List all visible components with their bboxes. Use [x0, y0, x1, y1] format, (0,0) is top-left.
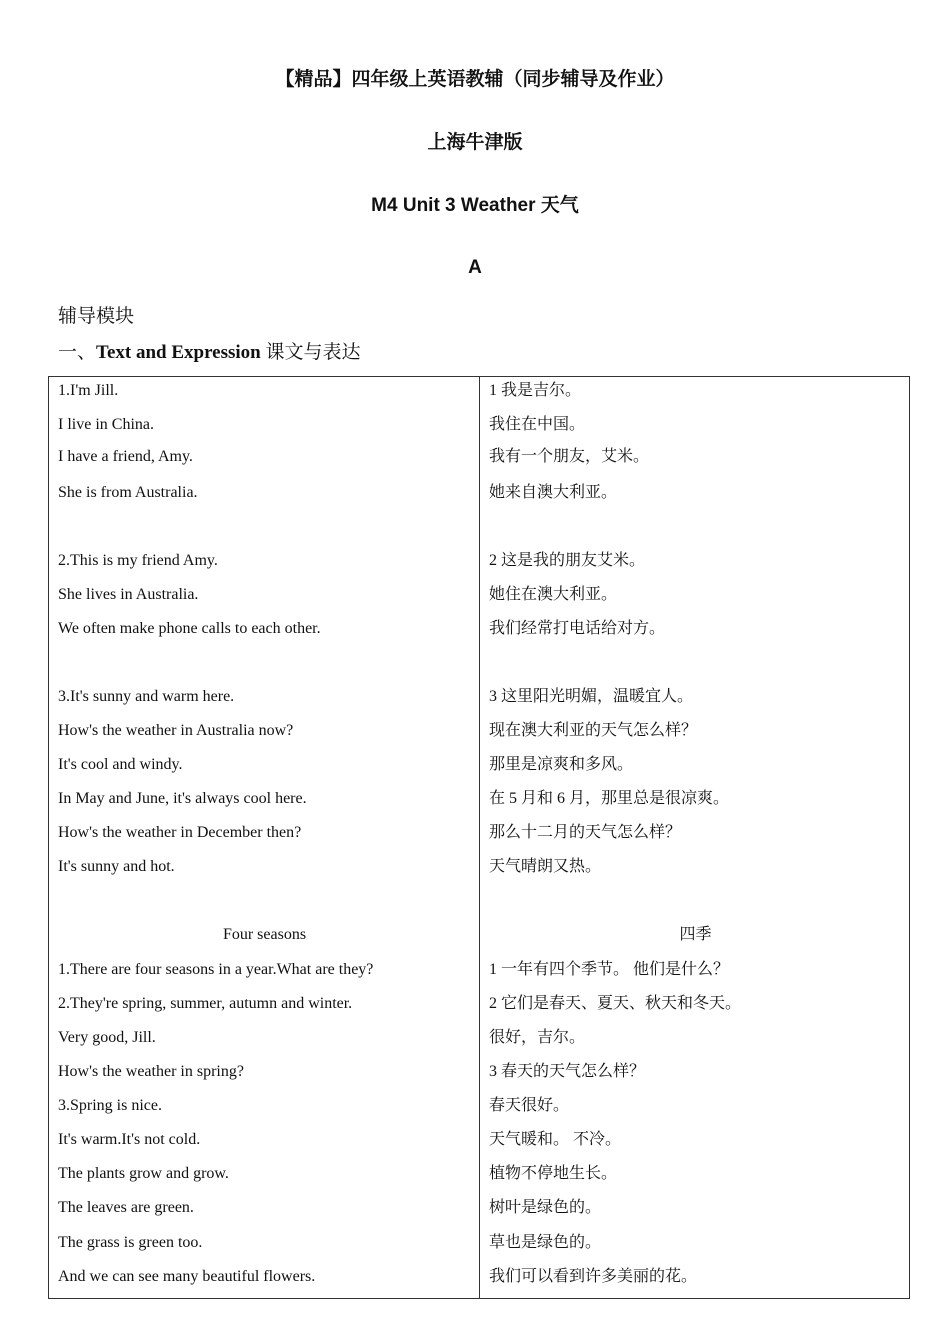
chinese-line: 1 我是吉尔。 [489, 382, 582, 399]
english-line: How's the weather in Australia now? [58, 722, 294, 739]
english-line: I have a friend, Amy. [58, 448, 193, 465]
section-heading-chinese: 课文与表达 [260, 342, 361, 363]
section-heading-prefix: 一、 [58, 342, 97, 363]
chinese-line: 天气暖和。 不冷。 [489, 1131, 622, 1148]
english-line: 1.There are four seasons in a year.What are they? [58, 961, 374, 978]
chinese-line: 2 这是我的朋友艾米。 [489, 552, 646, 569]
chinese-line: 1 一年有四个季节。 他们是什么？ [489, 961, 730, 978]
chinese-line: 在 5 月和 6 月，那里总是很凉爽。 [489, 790, 730, 807]
english-line: In May and June, it's always cool here. [58, 790, 307, 807]
section-heading [58, 341, 361, 365]
chinese-column [480, 377, 910, 1298]
english-line: 2.They're spring, summer, autumn and winter. [58, 995, 353, 1012]
chinese-line: 现在澳大利亚的天气怎么样？ [489, 722, 698, 739]
english-line: 2.This is my friend Amy. [58, 552, 218, 569]
chinese-line: 我们可以看到许多美丽的花。 [489, 1268, 698, 1285]
english-line: Four seasons [222, 926, 307, 943]
english-line: 3.It's sunny and warm here. [58, 688, 235, 705]
chinese-line: 树叶是绿色的。 [489, 1199, 602, 1216]
chinese-line: 春天很好。 [489, 1097, 570, 1114]
english-line: The leaves are green. [58, 1199, 194, 1216]
english-line: How's the weather in spring? [58, 1063, 244, 1080]
english-line: It's sunny and hot. [58, 858, 175, 875]
chinese-line: 我有一个朋友，艾米。 [489, 448, 650, 465]
english-line: The plants grow and grow. [58, 1165, 229, 1182]
english-line: And we can see many beautiful flowers. [58, 1268, 316, 1285]
english-line: I live in China. [58, 416, 154, 433]
english-line: It's warm.It's not cold. [58, 1131, 201, 1148]
chinese-line: 草也是绿色的。 [489, 1234, 602, 1251]
english-line: It's cool and windy. [58, 756, 183, 773]
english-line: Very good, Jill. [58, 1029, 156, 1046]
english-line: She lives in Australia. [58, 586, 199, 603]
chinese-line: 3 这里阳光明媚，温暖宜人。 [489, 688, 694, 705]
text-expression-table [48, 376, 910, 1299]
english-line: 3.Spring is nice. [58, 1097, 162, 1114]
section-heading-english: Text and Expression [96, 342, 261, 363]
chinese-line: 她住在澳大利亚。 [489, 586, 618, 603]
chinese-line: 那里是凉爽和多风。 [489, 756, 634, 773]
chinese-line: 天气晴朗又热。 [489, 858, 602, 875]
english-column [49, 377, 479, 1298]
chinese-line: 那么十二月的天气怎么样？ [489, 824, 682, 841]
english-line: We often make phone calls to each other. [58, 620, 321, 637]
chinese-line: 植物不停地生长。 [489, 1165, 618, 1182]
chinese-line: 3 春天的天气怎么样？ [489, 1063, 646, 1080]
module-label: 辅导模块 [58, 306, 135, 327]
chinese-line: 我们经常打电话给对方。 [489, 620, 666, 637]
english-line: 1.I'm Jill. [58, 382, 119, 399]
chinese-line: 她来自澳大利亚。 [489, 484, 618, 501]
chinese-line: 四季 [679, 926, 712, 943]
edition-title: 上海牛津版 [427, 132, 523, 153]
document-title: 【精品】四年级上英语教辅（同步辅导及作业） [275, 69, 675, 90]
english-line: She is from Australia. [58, 484, 198, 501]
chinese-line: 我住在中国。 [489, 416, 586, 433]
section-letter: A [468, 257, 482, 278]
unit-title: M4 Unit 3 Weather 天气 [371, 195, 579, 216]
english-line: How's the weather in December then? [58, 824, 302, 841]
chinese-line: 2 它们是春天、夏天、秋天和冬天。 [489, 995, 742, 1012]
english-line: The grass is green too. [58, 1234, 203, 1251]
chinese-line: 很好，吉尔。 [489, 1029, 586, 1046]
